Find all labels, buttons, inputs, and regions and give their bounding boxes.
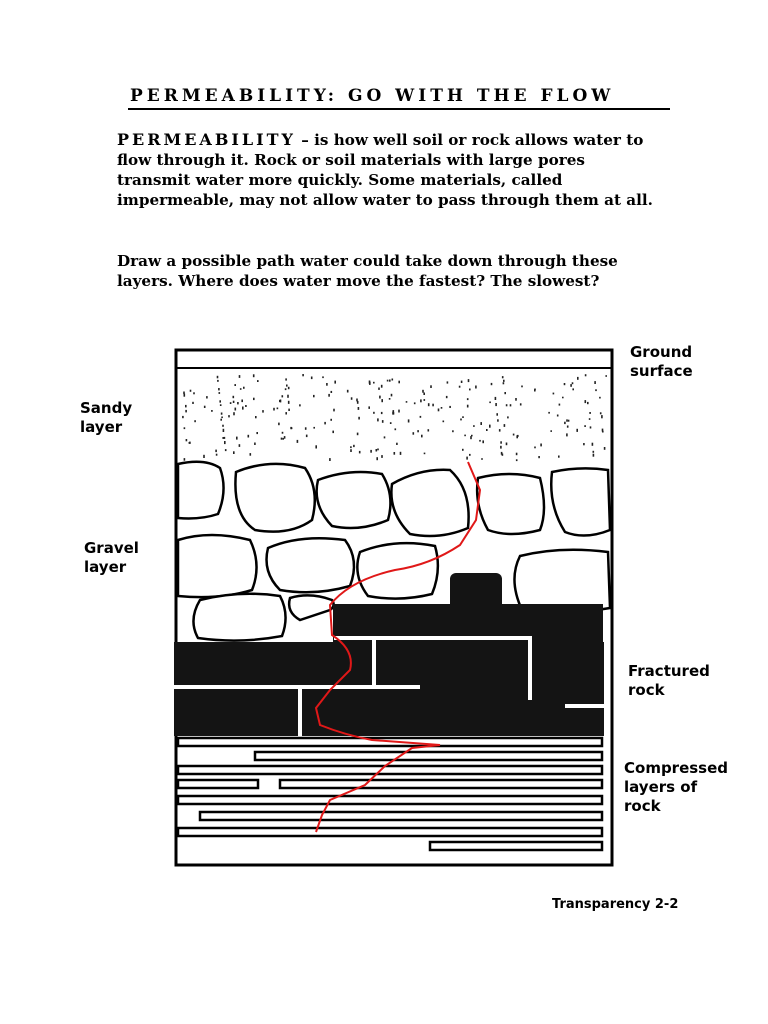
sand-grain: [564, 383, 566, 385]
sand-grain: [239, 444, 241, 447]
definition-text-before: – is how well soil or rock allows water to flow through it. Rock or soil materials with large pores transmit water more quickly. Some materials, called: [117, 131, 644, 189]
sand-grain: [585, 374, 587, 376]
sand-grain: [495, 403, 497, 406]
sand-grain: [233, 451, 235, 454]
sand-grain: [328, 394, 330, 397]
sand-grain: [230, 402, 232, 404]
sand-grain: [333, 409, 335, 412]
sand-grain: [286, 385, 288, 387]
sand-grain: [502, 376, 504, 378]
sand-grain: [190, 390, 192, 392]
sand-grain: [459, 386, 461, 388]
page-title: PERMEABILITY: GO WITH THE FLOW: [130, 86, 615, 106]
sand-grain: [506, 443, 508, 446]
sand-grain: [395, 428, 397, 430]
sand-grain: [469, 454, 471, 456]
sand-grain: [357, 401, 359, 404]
sand-grain: [449, 406, 451, 408]
sand-grain: [206, 396, 208, 398]
sand-grain: [243, 387, 245, 389]
sand-grain: [390, 422, 392, 424]
sand-grain: [233, 412, 235, 415]
sand-grain: [534, 447, 536, 449]
sand-grain: [589, 418, 591, 420]
sand-grain: [422, 390, 424, 393]
label-ground-surface: Ground surface: [630, 343, 693, 380]
sand-grain: [204, 406, 206, 408]
sand-grain: [461, 381, 463, 383]
sand-grain: [248, 435, 250, 438]
sand-grain: [398, 381, 400, 384]
sand-grain: [370, 450, 372, 453]
sand-grain: [521, 386, 523, 388]
sand-grain: [506, 404, 508, 406]
sand-grain: [350, 449, 352, 452]
sand-grain: [245, 405, 247, 407]
sand-grain: [469, 389, 471, 391]
sand-grain: [239, 375, 241, 378]
sand-grain: [600, 412, 602, 414]
sand-grain: [306, 435, 308, 438]
sand-grain: [393, 410, 395, 412]
gravel-stone: [477, 474, 544, 534]
sand-grain: [500, 446, 502, 449]
sand-grain: [358, 407, 360, 410]
sand-grain: [350, 446, 352, 448]
sand-grain: [538, 456, 540, 458]
sand-grain: [379, 396, 381, 399]
sand-grain: [406, 401, 408, 403]
sand-grain: [413, 432, 415, 435]
sand-grain: [491, 383, 493, 385]
gravel-stone: [391, 470, 468, 536]
sand-grain: [557, 415, 559, 417]
sand-grain: [285, 388, 287, 390]
sand-grain: [262, 410, 264, 413]
sand-grain: [504, 392, 506, 394]
sand-grain: [281, 438, 283, 440]
sand-grain: [194, 420, 196, 422]
sand-grain: [184, 427, 186, 429]
sand-grain: [593, 451, 595, 453]
sand-grain: [311, 377, 313, 380]
sand-grain: [279, 400, 281, 402]
sand-grain: [189, 442, 191, 444]
sand-grain: [479, 440, 481, 442]
sand-grain: [392, 379, 394, 381]
sand-grain: [186, 439, 188, 441]
sand-grain: [464, 435, 466, 437]
rock-slab: [174, 688, 604, 736]
sand-grain: [564, 422, 566, 424]
compressed-band: [178, 780, 258, 788]
compressed-band: [255, 752, 602, 760]
sand-grain: [185, 405, 187, 408]
sand-grain: [288, 409, 290, 411]
sand-grain: [489, 402, 491, 404]
sand-grain: [287, 395, 289, 398]
compressed-band: [178, 796, 602, 804]
sand-grain: [584, 425, 586, 427]
sand-grain: [599, 397, 601, 399]
sand-grain: [553, 393, 555, 395]
label-compressed-layers: Compressed layers of rock: [624, 759, 729, 815]
sand-grain: [447, 381, 449, 383]
sand-grain: [414, 402, 416, 404]
sand-grain: [566, 419, 568, 421]
sand-grain: [424, 453, 426, 455]
sand-grain: [297, 440, 299, 443]
gravel-stone: [267, 538, 355, 592]
sand-grain: [329, 458, 331, 461]
sand-grain: [467, 398, 469, 400]
instruction-paragraph: Draw a possible path water could take down through these layers. Where does water move the fastest? The slowest?: [117, 252, 618, 290]
sand-grain: [417, 430, 419, 432]
sand-grain: [446, 396, 448, 398]
sand-grain: [482, 440, 484, 443]
sand-grain: [604, 447, 606, 450]
sand-grain: [393, 412, 395, 415]
sand-grain: [193, 392, 195, 394]
sand-grain: [466, 457, 468, 460]
sand-grain: [278, 423, 280, 426]
sand-grain: [443, 421, 445, 423]
sand-grain: [381, 455, 383, 458]
sand-grain: [548, 412, 550, 414]
sand-grain: [389, 380, 391, 382]
sand-grain: [324, 422, 326, 425]
sand-grain: [424, 399, 426, 401]
sand-grain: [332, 431, 334, 434]
sand-grain: [516, 459, 518, 461]
compressed-band: [178, 766, 602, 774]
sand-grain: [550, 430, 552, 432]
sand-grain: [420, 399, 422, 402]
sand-grain: [576, 429, 578, 432]
sand-grain: [503, 380, 505, 382]
sand-grain: [233, 401, 235, 403]
sand-grain: [387, 380, 389, 382]
sand-grain: [378, 388, 380, 390]
sand-grain: [240, 388, 242, 390]
sand-grain: [590, 426, 592, 428]
sand-grain: [219, 392, 221, 394]
sand-grain: [285, 412, 287, 414]
sand-grain: [331, 391, 333, 393]
label-sandy-layer: Sandy layer: [80, 399, 133, 436]
sand-grain: [428, 429, 430, 431]
sand-grain: [486, 429, 488, 431]
sand-grain: [282, 395, 284, 397]
sand-grain: [291, 427, 293, 429]
sand-grain: [256, 432, 258, 434]
sand-grain: [326, 383, 328, 386]
sand-grain: [377, 418, 379, 421]
gravel-stone: [514, 550, 610, 613]
sand-grain: [250, 453, 252, 456]
sand-grain: [496, 413, 498, 416]
sand-grain: [595, 389, 597, 391]
sand-grain: [282, 438, 284, 440]
sand-grain: [504, 424, 506, 427]
definition-text-after: , may not allow water to pass through them at all.: [228, 191, 653, 209]
sand-grain: [513, 434, 515, 436]
sand-grain: [211, 410, 213, 412]
sand-grain: [241, 400, 243, 403]
sand-grain: [585, 400, 587, 403]
sand-grain: [182, 416, 184, 418]
sand-grain: [217, 376, 219, 379]
sand-grain: [462, 449, 464, 451]
sand-grain: [507, 416, 509, 418]
sand-grain: [510, 404, 512, 406]
sand-grain: [235, 408, 237, 411]
sand-grain: [288, 401, 290, 404]
sand-grain: [284, 436, 286, 439]
sand-grain: [221, 413, 223, 415]
sand-grain: [441, 407, 443, 409]
sand-grain: [497, 419, 499, 421]
sand-grain: [583, 443, 585, 445]
sand-grain: [572, 388, 574, 390]
sand-grain: [322, 376, 324, 378]
sand-grain: [381, 385, 383, 388]
sand-grain: [481, 458, 483, 460]
sand-grain: [369, 381, 371, 384]
gravel-stone: [178, 535, 257, 597]
sand-grain: [408, 419, 410, 422]
sand-grain: [520, 403, 522, 405]
sand-grain: [400, 452, 402, 455]
sand-grain: [228, 415, 230, 417]
sand-grain: [184, 394, 186, 397]
sand-grain: [254, 443, 256, 446]
sand-grain: [185, 410, 187, 413]
sand-grain: [515, 398, 517, 401]
compressed-layers: [178, 738, 602, 850]
sand-grain: [224, 441, 226, 444]
gravel-stone: [551, 468, 610, 535]
sand-grain: [236, 437, 238, 440]
sand-grain: [589, 412, 591, 414]
sand-grain: [592, 443, 594, 446]
sand-grain: [605, 375, 607, 377]
sand-grain: [398, 410, 400, 413]
sand-grain: [562, 397, 564, 399]
sand-grain: [587, 402, 589, 404]
sand-grain: [376, 457, 378, 460]
sand-grain: [305, 427, 307, 430]
sand-grain: [220, 404, 222, 406]
sand-grain: [572, 382, 574, 384]
sand-grain: [396, 443, 398, 445]
compressed-band: [200, 812, 602, 820]
sand-grain: [516, 453, 518, 456]
sand-grain: [347, 390, 349, 393]
compressed-band: [280, 780, 602, 788]
gravel-stone: [178, 462, 224, 519]
sand-grain: [382, 420, 384, 423]
rock-slab: [174, 642, 604, 688]
gravel-stone: [357, 543, 438, 598]
sand-grain: [257, 380, 259, 382]
sand-grain: [462, 416, 464, 418]
sand-grain: [503, 382, 505, 384]
label-gravel-layer: Gravel layer: [84, 539, 139, 576]
sand-grain: [432, 404, 434, 407]
sand-dots: [182, 374, 607, 461]
label-fractured-rock: Fractured rock: [628, 662, 710, 699]
sand-grain: [577, 377, 579, 380]
sand-grain: [334, 381, 336, 384]
transparency-label: Transparency 2-2: [552, 897, 679, 912]
sand-grain: [391, 394, 393, 397]
sand-grain: [428, 403, 430, 406]
sand-grain: [438, 409, 440, 412]
sand-grain: [470, 436, 472, 439]
sand-grain: [357, 433, 359, 436]
sand-grain: [473, 425, 475, 427]
sand-grain: [489, 425, 491, 428]
sand-grain: [495, 397, 497, 400]
sand-grain: [299, 404, 301, 406]
gravel-stone: [317, 472, 391, 528]
sand-grain: [353, 445, 355, 447]
sand-grain: [255, 416, 257, 418]
sand-grain: [273, 408, 275, 411]
gravel-stone: [289, 595, 333, 620]
sand-grain: [384, 436, 386, 438]
sand-grain: [567, 426, 569, 428]
sand-grain: [570, 384, 572, 387]
sand-grain: [499, 429, 501, 432]
sand-grain: [285, 378, 287, 380]
sand-grain: [184, 458, 186, 461]
sand-grain: [601, 415, 603, 418]
sand-grain: [501, 452, 503, 455]
sand-grain: [242, 407, 244, 410]
sand-grain: [566, 433, 568, 436]
sand-grain: [500, 441, 502, 443]
sand-grain: [534, 389, 536, 391]
sand-grain: [467, 405, 469, 408]
sand-grain: [315, 445, 317, 448]
sand-grain: [218, 388, 220, 390]
sand-grain: [568, 420, 570, 422]
sand-grain: [351, 397, 353, 400]
sand-grain: [224, 437, 226, 439]
compressed-band: [178, 828, 602, 836]
sand-grain: [221, 417, 223, 419]
sand-grain: [389, 398, 391, 400]
sand-grain: [559, 404, 561, 406]
sand-grain: [313, 395, 315, 397]
gravel-stone: [193, 594, 285, 641]
sand-grain: [373, 412, 375, 414]
sand-grain: [430, 385, 432, 388]
sand-grain: [253, 374, 255, 377]
sand-grain: [234, 384, 236, 386]
sand-grain: [277, 408, 279, 410]
sand-grain: [460, 419, 462, 421]
sand-grain: [475, 386, 477, 389]
sand-grain: [394, 452, 396, 455]
sand-grain: [237, 402, 239, 404]
sand-grain: [594, 381, 596, 384]
sand-grain: [288, 387, 290, 389]
sand-grain: [381, 399, 383, 402]
sand-grain: [558, 456, 560, 458]
sand-grain: [225, 449, 227, 451]
sand-grain: [359, 451, 361, 454]
sand-grain: [220, 419, 222, 421]
sand-grain: [302, 374, 304, 376]
sand-grain: [421, 435, 423, 438]
sand-grain: [468, 379, 470, 382]
sand-grain: [381, 412, 383, 414]
sand-grain: [330, 419, 332, 421]
sand-grain: [423, 393, 425, 396]
sand-grain: [223, 429, 225, 432]
sand-grain: [219, 400, 221, 402]
sand-grain: [480, 422, 482, 425]
sand-grain: [373, 382, 375, 384]
sand-grain: [368, 406, 370, 409]
sand-grain: [203, 455, 205, 458]
sand-grain: [420, 416, 422, 418]
sand-grain: [192, 402, 194, 404]
compressed-band: [430, 842, 602, 850]
definition-term: PERMEABILITY: [117, 130, 296, 149]
sand-grain: [253, 398, 255, 400]
sand-grain: [516, 435, 518, 438]
sand-grain: [217, 380, 219, 382]
sand-grain: [376, 449, 378, 452]
sand-grain: [313, 427, 315, 429]
sand-grain: [282, 432, 284, 434]
sand-grain: [216, 454, 218, 456]
sand-grain: [602, 431, 604, 433]
gravel-stone: [235, 464, 314, 532]
sand-grain: [233, 396, 235, 398]
sand-grain: [540, 444, 542, 447]
sand-grain: [452, 430, 454, 432]
sand-grain: [377, 449, 379, 451]
sand-grain: [222, 425, 224, 427]
sand-grain: [593, 454, 595, 457]
sand-grain: [215, 450, 217, 453]
sand-grain: [358, 417, 360, 420]
impermeable-term: impermeable: [117, 191, 229, 209]
